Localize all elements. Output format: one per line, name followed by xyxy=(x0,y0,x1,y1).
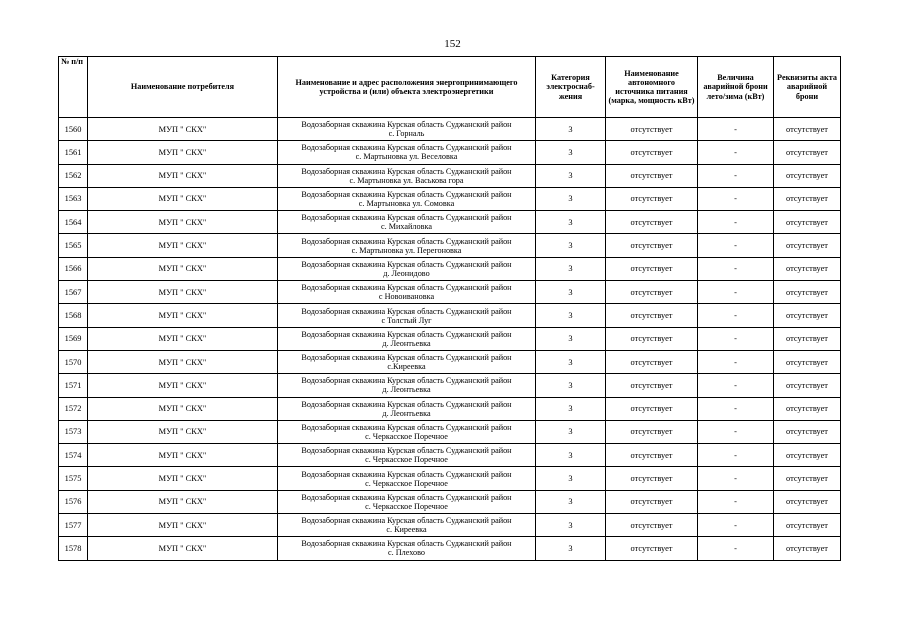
address-line-1: Водозаборная скважина Курская область Суджанский район xyxy=(301,143,512,153)
reserve-cell: - xyxy=(698,444,774,467)
category-cell: 3 xyxy=(536,257,606,280)
consumer-cell: МУП " СКХ" xyxy=(88,467,278,490)
consumer-cell: МУП " СКХ" xyxy=(88,257,278,280)
category-cell: 3 xyxy=(536,211,606,234)
reserve-cell: - xyxy=(698,234,774,257)
power-source-cell: отсутствует xyxy=(606,397,698,420)
table-row xyxy=(59,281,841,304)
reserve-cell: - xyxy=(698,490,774,513)
header-consumer: Наименование потребителя xyxy=(88,57,278,118)
row-number-cell: 1560 xyxy=(59,118,88,141)
table-row xyxy=(59,467,841,490)
power-source-cell: отсутствует xyxy=(606,257,698,280)
header-num: № п/п xyxy=(59,57,88,118)
address-cell xyxy=(278,304,536,327)
reserve-cell: - xyxy=(698,350,774,373)
row-number-cell: 1571 xyxy=(59,374,88,397)
reserve-cell: - xyxy=(698,187,774,210)
category-cell: 3 xyxy=(536,420,606,443)
row-number-cell: 1574 xyxy=(59,444,88,467)
power-source-cell: отсутствует xyxy=(606,350,698,373)
row-number-cell: 1569 xyxy=(59,327,88,350)
reserve-cell: - xyxy=(698,420,774,443)
act-cell: отсутствует xyxy=(774,490,841,513)
power-source-cell: отсутствует xyxy=(606,514,698,537)
row-number-cell: 1562 xyxy=(59,164,88,187)
act-cell: отсутствует xyxy=(774,444,841,467)
address-line-1: Водозаборная скважина Курская область Суджанский район xyxy=(301,166,512,176)
header-act: Реквизиты акта аварийной брони xyxy=(774,57,841,118)
act-cell: отсутствует xyxy=(774,514,841,537)
row-number-cell: 1568 xyxy=(59,304,88,327)
reserve-cell: - xyxy=(698,211,774,234)
table-row xyxy=(59,304,841,327)
consumer-cell: МУП " СКХ" xyxy=(88,514,278,537)
consumer-cell: МУП " СКХ" xyxy=(88,444,278,467)
category-cell: 3 xyxy=(536,350,606,373)
address-line-2: с Толстый Луг xyxy=(381,315,432,325)
consumer-cell: МУП " СКХ" xyxy=(88,374,278,397)
address-line-1: Водозаборная скважина Курская область Суджанский район xyxy=(301,213,512,223)
row-number-cell: 1561 xyxy=(59,141,88,164)
header-address: Наименование и адрес расположения энергопринимающего устройства и (или) объекта электроэнергетики xyxy=(278,57,536,118)
consumer-cell: МУП " СКХ" xyxy=(88,490,278,513)
address-line-2: с. Михайловка xyxy=(381,222,432,232)
table-row xyxy=(59,514,841,537)
address-line-1: Водозаборная скважина Курская область Суджанский район xyxy=(301,306,512,316)
power-source-cell: отсутствует xyxy=(606,164,698,187)
table-row xyxy=(59,490,841,513)
power-source-cell: отсутствует xyxy=(606,537,698,560)
consumer-cell: МУП " СКХ" xyxy=(88,211,278,234)
reserve-cell: - xyxy=(698,397,774,420)
address-line-1: Водозаборная скважина Курская область Суджанский район xyxy=(301,353,512,363)
page-number: 152 xyxy=(444,38,461,50)
category-cell: 3 xyxy=(536,467,606,490)
row-number-cell: 1563 xyxy=(59,187,88,210)
address-cell xyxy=(278,327,536,350)
address-line-1: Водозаборная скважина Курская область Суджанский район xyxy=(301,259,512,269)
table-row xyxy=(59,164,841,187)
act-cell: отсутствует xyxy=(774,257,841,280)
header-category: Категория электроснаб-жения xyxy=(536,57,606,118)
power-source-cell: отсутствует xyxy=(606,490,698,513)
address-line-1: Водозаборная скважина Курская область Суджанский район xyxy=(301,446,512,456)
address-line-1: Водозаборная скважина Курская область Суджанский район xyxy=(301,236,512,246)
power-source-cell: отсутствует xyxy=(606,234,698,257)
address-cell xyxy=(278,420,536,443)
power-source-cell: отсутствует xyxy=(606,141,698,164)
data-table xyxy=(58,56,841,561)
address-cell xyxy=(278,164,536,187)
address-line-2: с. Черкасское Поречное xyxy=(365,455,448,465)
address-cell xyxy=(278,187,536,210)
address-line-1: Водозаборная скважина Курская область Суджанский район xyxy=(301,539,512,549)
category-cell: 3 xyxy=(536,514,606,537)
reserve-cell: - xyxy=(698,304,774,327)
address-line-1: Водозаборная скважина Курская область Суджанский район xyxy=(301,190,512,200)
act-cell: отсутствует xyxy=(774,537,841,560)
table-row xyxy=(59,420,841,443)
address-cell xyxy=(278,141,536,164)
category-cell: 3 xyxy=(536,187,606,210)
consumer-cell: МУП " СКХ" xyxy=(88,187,278,210)
address-line-1: Водозаборная скважина Курская область Суджанский район xyxy=(301,376,512,386)
act-cell: отсутствует xyxy=(774,141,841,164)
consumer-cell: МУП " СКХ" xyxy=(88,164,278,187)
address-cell xyxy=(278,374,536,397)
power-source-cell: отсутствует xyxy=(606,467,698,490)
table-row xyxy=(59,397,841,420)
act-cell: отсутствует xyxy=(774,211,841,234)
address-cell xyxy=(278,537,536,560)
table-row xyxy=(59,257,841,280)
power-source-cell: отсутствует xyxy=(606,420,698,443)
table-row xyxy=(59,537,841,560)
address-line-1: Водозаборная скважина Курская область Суджанский район xyxy=(301,469,512,479)
act-cell: отсутствует xyxy=(774,327,841,350)
address-cell xyxy=(278,281,536,304)
category-cell: 3 xyxy=(536,234,606,257)
act-cell: отсутствует xyxy=(774,467,841,490)
address-line-2: с. Мартыновка ул. Перегоновка xyxy=(351,245,462,255)
power-source-cell: отсутствует xyxy=(606,374,698,397)
category-cell: 3 xyxy=(536,537,606,560)
consumer-cell: МУП " СКХ" xyxy=(88,118,278,141)
table-row xyxy=(59,141,841,164)
reserve-cell: - xyxy=(698,514,774,537)
table-body xyxy=(59,118,841,561)
address-line-1: Водозаборная скважина Курская область Суджанский район xyxy=(301,492,512,502)
address-line-1: Водозаборная скважина Курская область Суджанский район xyxy=(301,329,512,339)
reserve-cell: - xyxy=(698,164,774,187)
category-cell: 3 xyxy=(536,490,606,513)
address-line-2: с. Киреевка xyxy=(386,525,427,535)
table-row xyxy=(59,118,841,141)
reserve-cell: - xyxy=(698,374,774,397)
address-line-1: Водозаборная скважина Курская область Суджанский район xyxy=(301,516,512,526)
row-number-cell: 1578 xyxy=(59,537,88,560)
address-cell xyxy=(278,118,536,141)
act-cell: отсутствует xyxy=(774,374,841,397)
reserve-cell: - xyxy=(698,537,774,560)
reserve-cell: - xyxy=(698,281,774,304)
act-cell: отсутствует xyxy=(774,281,841,304)
table-header xyxy=(59,57,841,118)
consumer-cell: МУП " СКХ" xyxy=(88,350,278,373)
address-line-2: с. Мартыновка ул. Васькова гора xyxy=(349,175,464,185)
act-cell: отсутствует xyxy=(774,420,841,443)
address-line-2: с. Мартыновка ул. Веселовка xyxy=(355,152,458,162)
category-cell: 3 xyxy=(536,164,606,187)
category-cell: 3 xyxy=(536,374,606,397)
reserve-cell: - xyxy=(698,141,774,164)
power-source-cell: отсутствует xyxy=(606,444,698,467)
address-line-1: Водозаборная скважина Курская область Суджанский район xyxy=(301,120,512,130)
act-cell: отсутствует xyxy=(774,234,841,257)
category-cell: 3 xyxy=(536,281,606,304)
address-line-1: Водозаборная скважина Курская область Суджанский район xyxy=(301,422,512,432)
category-cell: 3 xyxy=(536,118,606,141)
table-row xyxy=(59,444,841,467)
act-cell: отсутствует xyxy=(774,304,841,327)
address-line-2: с Новоивановка xyxy=(378,292,435,302)
address-line-2: с. Черкасское Поречное xyxy=(365,478,448,488)
consumer-cell: МУП " СКХ" xyxy=(88,304,278,327)
table-row xyxy=(59,327,841,350)
row-number-cell: 1566 xyxy=(59,257,88,280)
row-number-cell: 1573 xyxy=(59,420,88,443)
address-cell xyxy=(278,257,536,280)
address-line-2: д. Леонтьевка xyxy=(382,338,431,348)
address-cell xyxy=(278,234,536,257)
category-cell: 3 xyxy=(536,327,606,350)
consumer-cell: МУП " СКХ" xyxy=(88,327,278,350)
table-row xyxy=(59,211,841,234)
row-number-cell: 1570 xyxy=(59,350,88,373)
category-cell: 3 xyxy=(536,304,606,327)
reserve-cell: - xyxy=(698,118,774,141)
act-cell: отсутствует xyxy=(774,397,841,420)
address-cell xyxy=(278,467,536,490)
header-source: Наименование автономного источника питания (марка, мощность кВт) xyxy=(606,57,698,118)
row-number-cell: 1565 xyxy=(59,234,88,257)
address-line-2: с. Черкасское Поречное xyxy=(365,501,448,511)
reserve-cell: - xyxy=(698,467,774,490)
consumer-cell: МУП " СКХ" xyxy=(88,537,278,560)
act-cell: отсутствует xyxy=(774,187,841,210)
address-line-2: с. Мартыновка ул. Сомовка xyxy=(358,199,455,209)
reserve-cell: - xyxy=(698,327,774,350)
address-line-2: д. Леонидово xyxy=(383,268,430,278)
address-line-2: с. Плехово xyxy=(387,548,426,558)
address-line-2: с. Черкасское Поречное xyxy=(365,432,448,441)
row-number-cell: 1564 xyxy=(59,211,88,234)
consumer-cell: МУП " СКХ" xyxy=(88,420,278,443)
row-number-cell: 1567 xyxy=(59,281,88,304)
address-cell xyxy=(278,397,536,420)
power-source-cell: отсутствует xyxy=(606,211,698,234)
header-reserve: Величина аварийной брони лето/зима (кВт) xyxy=(698,57,774,118)
table-row xyxy=(59,234,841,257)
power-source-cell: отсутствует xyxy=(606,187,698,210)
power-source-cell: отсутствует xyxy=(606,304,698,327)
address-cell xyxy=(278,350,536,373)
row-number-cell: 1575 xyxy=(59,467,88,490)
row-number-cell: 1572 xyxy=(59,397,88,420)
address-cell xyxy=(278,514,536,537)
table-row xyxy=(59,374,841,397)
address-cell xyxy=(278,490,536,513)
power-source-cell: отсутствует xyxy=(606,327,698,350)
address-cell xyxy=(278,211,536,234)
act-cell: отсутствует xyxy=(774,118,841,141)
header-row xyxy=(59,57,841,118)
address-line-1: Водозаборная скважина Курская область Суджанский район xyxy=(301,399,512,409)
table-row xyxy=(59,350,841,373)
category-cell: 3 xyxy=(536,141,606,164)
address-line-1: Водозаборная скважина Курская область Суджанский район xyxy=(301,283,512,293)
power-source-cell: отсутствует xyxy=(606,281,698,304)
reserve-cell: - xyxy=(698,257,774,280)
row-number-cell: 1577 xyxy=(59,514,88,537)
address-line-2: д. Леонтьевка xyxy=(382,385,431,395)
address-line-2: с. Горналь xyxy=(388,129,425,139)
act-cell: отсутствует xyxy=(774,164,841,187)
consumer-cell: МУП " СКХ" xyxy=(88,234,278,257)
row-number-cell: 1576 xyxy=(59,490,88,513)
address-line-2: д. Леонтьевка xyxy=(382,408,431,418)
consumer-cell: МУП " СКХ" xyxy=(88,397,278,420)
table-row xyxy=(59,187,841,210)
address-line-2: с.Киреевка xyxy=(387,362,426,372)
consumer-cell: МУП " СКХ" xyxy=(88,141,278,164)
address-cell xyxy=(278,444,536,467)
category-cell: 3 xyxy=(536,397,606,420)
act-cell: отсутствует xyxy=(774,350,841,373)
power-source-cell: отсутствует xyxy=(606,118,698,141)
consumer-cell: МУП " СКХ" xyxy=(88,281,278,304)
category-cell: 3 xyxy=(536,444,606,467)
